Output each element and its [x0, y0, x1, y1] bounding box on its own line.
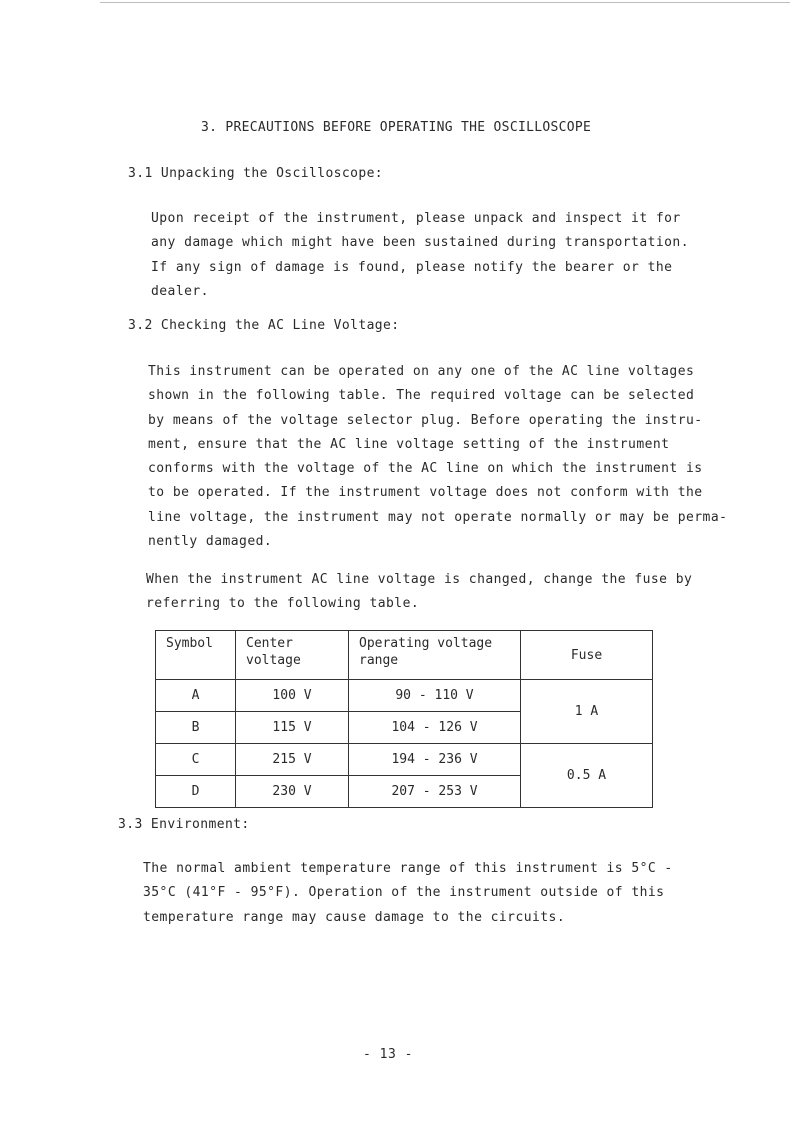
cell-operating-range: 194 - 236 V [349, 744, 521, 776]
cell-center-voltage: 215 V [236, 744, 349, 776]
table-row [156, 744, 653, 776]
header-line: range [359, 653, 399, 668]
section-heading-environment: 3.3 Environment: [118, 817, 250, 832]
paragraph-fuse-change [146, 568, 692, 617]
top-rule [100, 2, 790, 3]
text-line: nently damaged. [148, 534, 273, 550]
text-line: conforms with the voltage of the AC line on which the instrument is [148, 461, 703, 477]
cell-operating-range: 104 - 126 V [349, 712, 521, 744]
header-operating-voltage-range [349, 631, 521, 680]
header-line: voltage [246, 653, 301, 668]
cell-center-voltage: 230 V [236, 776, 349, 808]
page-title: 3. PRECAUTIONS BEFORE OPERATING THE OSCILLOSCOPE [201, 120, 592, 135]
text-line: referring to the following table. [146, 596, 420, 612]
cell-center-voltage: 100 V [236, 680, 349, 712]
cell-symbol: A [156, 680, 236, 712]
text-line: dealer. [151, 283, 209, 299]
cell-symbol: C [156, 744, 236, 776]
paragraph-environment [143, 857, 673, 930]
paragraph-ac-line-voltage [148, 360, 727, 554]
text-line: The normal ambient temperature range of this instrument is 5°C - [143, 861, 673, 876]
cell-fuse: 1 A [521, 680, 653, 744]
section-heading-ac-line-voltage: 3.2 Checking the AC Line Voltage: [128, 318, 400, 333]
cell-symbol: B [156, 712, 236, 744]
text-line: ment, ensure that the AC line voltage setting of the instrument [148, 436, 670, 452]
header-symbol: Symbol [156, 631, 236, 680]
text-line: any damage which might have been sustained during transportation. [151, 235, 689, 251]
text-line: line voltage, the instrument may not operate normally or may be perma- [148, 509, 728, 525]
cell-operating-range: 207 - 253 V [349, 776, 521, 808]
page-number: - 13 - [363, 1047, 413, 1062]
section-heading-unpacking: 3.1 Unpacking the Oscilloscope: [128, 166, 384, 181]
header-line: Operating voltage [359, 636, 493, 651]
text-line: to be operated. If the instrument voltage does not conform with the [148, 485, 703, 501]
table-row [156, 680, 653, 712]
text-line: by means of the voltage selector plug. Before operating the instru- [148, 412, 703, 428]
table-header-row [156, 631, 653, 680]
text-line: temperature range may cause damage to the circuits. [143, 909, 566, 925]
voltage-fuse-table [155, 630, 653, 808]
header-center-voltage [236, 631, 349, 680]
text-line: If any sign of damage is found, please notify the bearer or the [151, 259, 673, 275]
text-line: shown in the following table. The required voltage can be selected [148, 388, 695, 404]
cell-center-voltage: 115 V [236, 712, 349, 744]
header-line: Center [246, 636, 293, 651]
cell-symbol: D [156, 776, 236, 808]
text-line: Upon receipt of the instrument, please unpack and inspect it for [151, 211, 681, 226]
paragraph-unpacking [151, 207, 689, 304]
header-fuse: Fuse [521, 631, 653, 680]
cell-fuse: 0.5 A [521, 744, 653, 808]
cell-operating-range: 90 - 110 V [349, 680, 521, 712]
text-line: This instrument can be operated on any one of the AC line voltages [148, 364, 695, 379]
text-line: 35°C (41°F - 95°F). Operation of the instrument outside of this [143, 885, 665, 901]
text-line: When the instrument AC line voltage is changed, change the fuse by [146, 572, 693, 587]
